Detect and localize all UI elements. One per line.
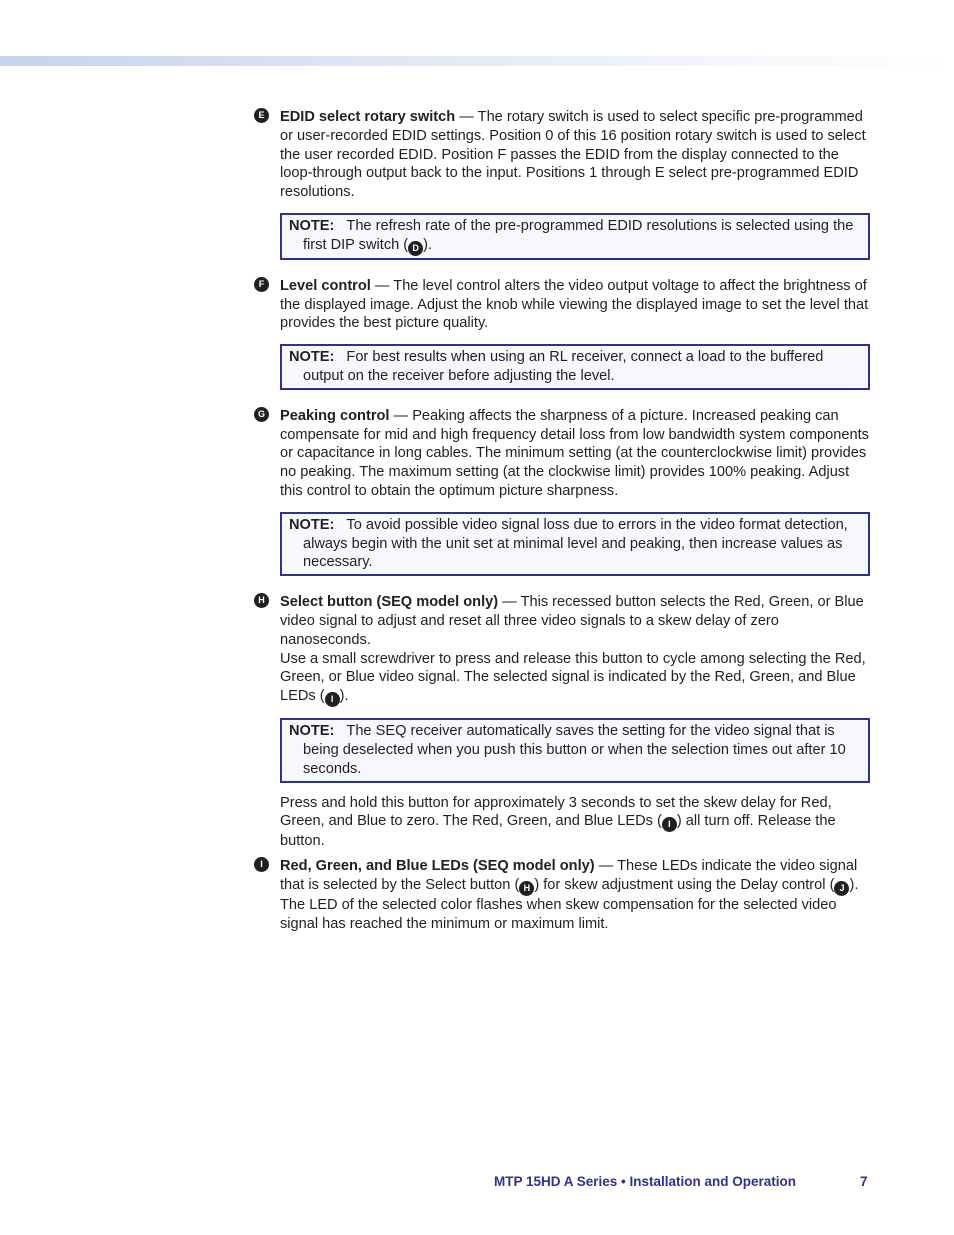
note-text: For best results when using an RL receiver, connect a load to the buffered output on the receiver before adjusting the level.: [303, 349, 824, 384]
item-term: Select button (SEQ model only): [280, 594, 499, 611]
callout-h-icon: H: [254, 593, 269, 608]
em-dash: —: [389, 407, 413, 424]
callout-g-icon: G: [254, 407, 269, 422]
em-dash: —: [370, 277, 394, 294]
item-term: Red, Green, and Blue LEDs (SEQ model only): [280, 858, 595, 875]
note-box: [280, 344, 870, 390]
note-label: NOTE:: [289, 349, 335, 366]
followup-text-end: ) all turn off. Release the button.: [280, 813, 836, 850]
item-text-2: Use a small screwdriver to press and release this button to cycle among selecting the Red, Green, or Blue video signal. The selected signal is indicated by the Red, Green, and Blue LEDs (: [280, 650, 866, 705]
item-paragraph-2: [280, 650, 870, 708]
item-term: Level control: [280, 277, 371, 294]
em-dash: —: [594, 858, 618, 875]
item-text-a: These LEDs indicate the video signal that is selected by the Select button (: [280, 858, 858, 893]
item-term: EDID select rotary switch: [280, 109, 456, 125]
item-select-button: [258, 593, 870, 851]
header-gradient-bar: [0, 56, 954, 66]
ref-i-icon: I: [662, 817, 677, 832]
ref-h-icon: H: [519, 881, 534, 896]
page-number: 7: [860, 1174, 868, 1189]
page-content: [257, 108, 870, 934]
item-paragraph: [280, 857, 870, 933]
item-level-control: [258, 277, 870, 390]
note-text: The refresh rate of the pre-programmed EDID resolutions is selected using the first DIP switch (: [303, 217, 854, 253]
item-followup-paragraph: [280, 794, 870, 852]
em-dash: —: [455, 109, 478, 125]
callout-i-icon: I: [254, 857, 269, 872]
item-paragraph: [280, 593, 870, 649]
ref-j-icon: J: [834, 881, 849, 896]
item-term: Peaking control: [280, 407, 390, 424]
footer-title: MTP 15HD A Series • Installation and Operation: [494, 1174, 797, 1189]
callout-e-icon: E: [254, 108, 269, 123]
item-text: The rotary switch is used to select specific pre-programmed or user-recorded EDID settings. Position 0 of this 16 position rotary switch is used to select the user recorded EDID. Position F passes the EDID from the display connected to the loop-through output back to the input. Positions 1 through E select pre-programmed EDID resolutions.: [280, 109, 866, 201]
note-text-end: ).: [423, 236, 433, 253]
note-text: To avoid possible video signal loss due to errors in the video format detection, always begin with the unit set at minimal level and peaking, then increase values as necessary.: [303, 516, 848, 571]
followup-text: Press and hold this button for approximately 3 seconds to set the skew delay for Red, Green, and Blue to zero. The Red, Green, and Blue LEDs (: [280, 794, 832, 830]
item-paragraph: [280, 277, 870, 333]
item-paragraph: [280, 407, 870, 501]
item-text-c: ). The LED of the selected color flashes when skew compensation for the selected video signal has reached the minimum or maximum limit.: [280, 876, 859, 932]
note-label: NOTE:: [289, 723, 335, 740]
em-dash: —: [498, 594, 521, 611]
item-text-b: ) for skew adjustment using the Delay control (: [534, 876, 835, 893]
item-text-2-end: ).: [339, 688, 349, 705]
ref-d-icon: D: [408, 241, 423, 256]
note-box: [280, 512, 870, 576]
note-box: [280, 213, 870, 260]
callout-f-icon: F: [254, 277, 269, 292]
item-peaking-control: [257, 407, 870, 576]
item-paragraph: [280, 108, 870, 202]
note-label: NOTE:: [289, 516, 335, 533]
item-rgb-leds: [260, 857, 870, 933]
note-label: NOTE:: [289, 217, 335, 234]
item-edid-select-rotary-switch: [258, 108, 870, 260]
note-box: [280, 718, 870, 782]
item-text: The level control alters the video output voltage to affect the brightness of the displayed image. Adjust the knob while viewing the displayed image to set the level that provides the best picture quality.: [280, 277, 869, 332]
item-text: Peaking affects the sharpness of a picture. Increased peaking can compensate for mid and high frequency detail loss from low bandwidth system components or capacitance in long cables. The minimum setting (at the counterclockwise limit) provides no peaking. The maximum setting (at the clockwise limit) provides 100% peaking. Adjust this control to obtain the optimum picture sharpness.: [280, 407, 869, 499]
note-text: The SEQ receiver automatically saves the setting for the video signal that is being deselected when you push this button or when the selection times out after 10 seconds.: [303, 723, 846, 777]
item-text: This recessed button selects the Red, Green, or Blue video signal to adjust and reset all three video signals to a skew delay of zero nanoseconds.: [280, 594, 864, 648]
ref-i-icon: I: [325, 692, 340, 707]
